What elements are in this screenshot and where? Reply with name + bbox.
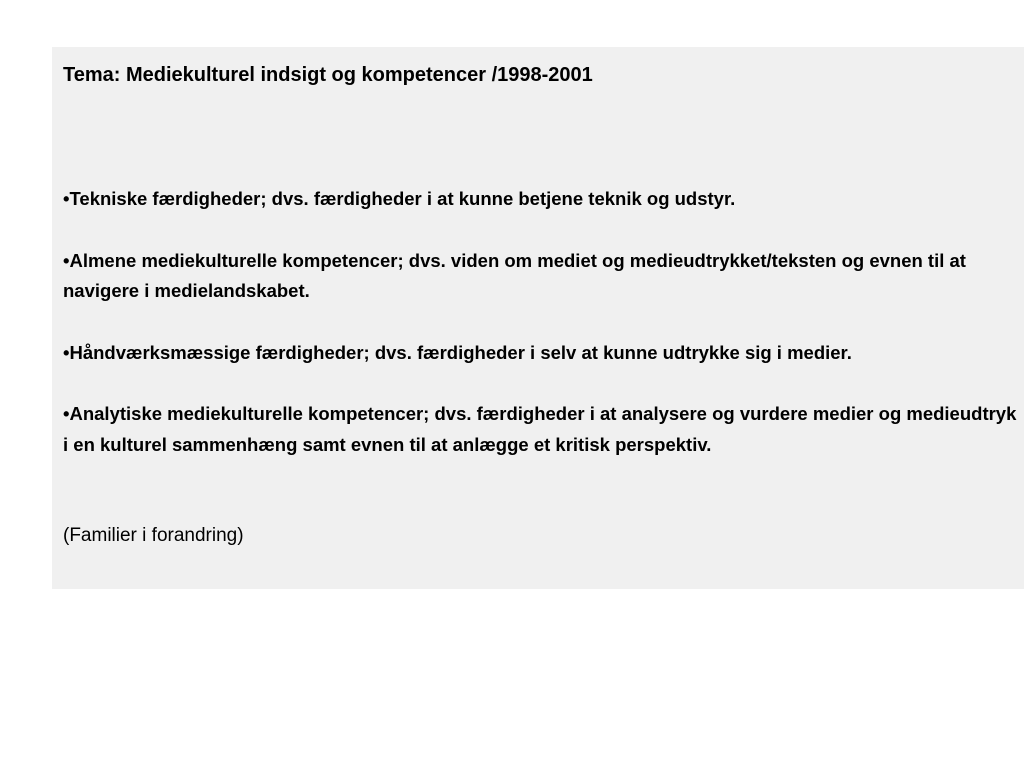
bullet-icon: • — [63, 249, 70, 271]
list-item-technical-skills — [63, 184, 1018, 215]
list-item-text: Håndværksmæssige færdigheder; dvs. færdigheder i selv at kunne udtrykke sig i medier. — [69, 341, 852, 363]
bullet-icon: • — [63, 403, 70, 424]
competence-list — [63, 184, 1018, 491]
list-item-text: Tekniske færdigheder; dvs. færdigheder i at kunne betjene teknik og udstyr. — [69, 188, 736, 209]
slide-title: Tema: Mediekulturel indsigt og kompetencer /1998-2001 — [63, 64, 593, 86]
content-box — [52, 47, 1024, 589]
bullet-icon: • — [63, 188, 70, 209]
list-item-text: Analytiske mediekulturelle kompetencer; dvs. færdigheder i at analysere og vurdere medier og medieudtryk i en kulturel sammenhæng samt evnen til at anlægge et kritisk perspektiv. — [63, 403, 1017, 455]
list-item-text: Almene mediekulturelle kompetencer; dvs. viden om mediet og medieudtrykket/teksten og evnen til at navigere i medielandskabet. — [63, 249, 966, 301]
list-item-analytical-competences — [63, 399, 1018, 460]
list-item-craft-skills — [63, 338, 1018, 369]
bullet-icon: • — [63, 341, 70, 363]
list-item-general-media-competences — [63, 246, 1018, 307]
source-note: (Familier i forandring) — [63, 525, 244, 546]
